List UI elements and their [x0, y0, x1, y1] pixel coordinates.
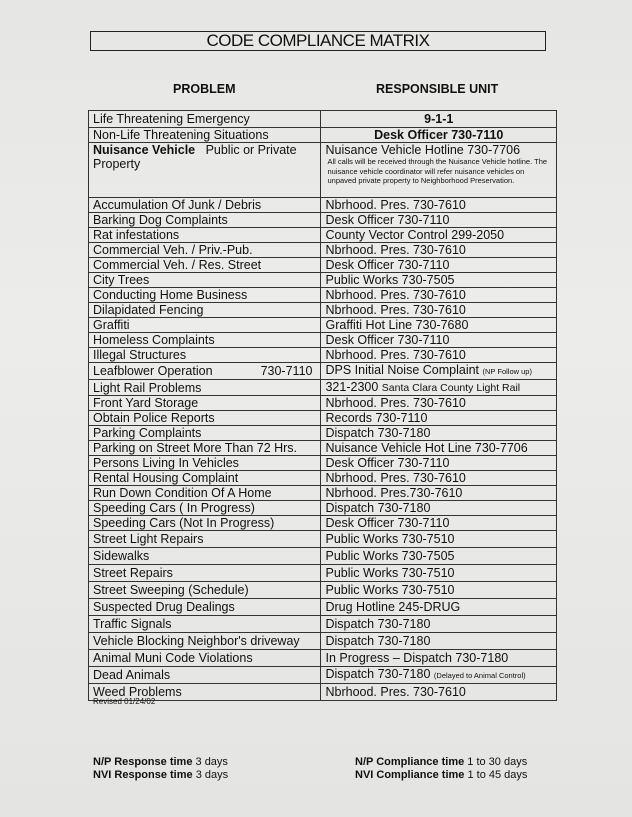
- problem-cell: Illegal Structures: [89, 348, 321, 363]
- nvi-response-label: NVI Response time: [93, 769, 193, 781]
- unit-cell: Desk Officer 730-7110: [321, 128, 557, 143]
- table-row: [89, 243, 557, 258]
- unit-cell: Nuisance Vehicle Hot Line 730-7706: [321, 441, 557, 456]
- unit-cell: Desk Officer 730-7110: [321, 258, 557, 273]
- unit-cell: Records 730-7110: [321, 411, 557, 426]
- table-row: [89, 456, 557, 471]
- problem-cell: Sidewalks: [89, 548, 321, 565]
- unit-cell: Desk Officer 730-7110: [321, 456, 557, 471]
- table-row: [89, 228, 557, 243]
- problem-cell: Run Down Condition Of A Home: [89, 486, 321, 501]
- unit-cell: Drug Hotline 245-DRUG: [321, 599, 557, 616]
- table-row: [89, 531, 557, 548]
- table-row: [89, 213, 557, 228]
- dead-animals-dispatch: Dispatch 730-7180: [325, 667, 431, 681]
- problem-cell: Street Repairs: [89, 565, 321, 582]
- problem-cell: Front Yard Storage: [89, 396, 321, 411]
- light-rail-number: 321-2300: [325, 380, 379, 394]
- unit-cell: Nbrhood. Pres. 730-7610: [321, 348, 557, 363]
- problem-cell: Barking Dog Complaints: [89, 213, 321, 228]
- problem-cell: Homeless Complaints: [89, 333, 321, 348]
- problem-cell: Speeding Cars ( In Progress): [89, 501, 321, 516]
- noise-followup-note: (NP Follow up): [482, 367, 532, 376]
- np-compliance-label: N/P Compliance time: [355, 756, 465, 768]
- unit-cell: Dispatch 730-7180: [321, 633, 557, 650]
- unit-cell: 9-1-1: [321, 111, 557, 128]
- problem-cell: Accumulation Of Junk / Debris: [89, 198, 321, 213]
- problem-cell: [89, 363, 321, 380]
- problem-cell: Graffiti: [89, 318, 321, 333]
- unit-cell: Desk Officer 730-7110: [321, 333, 557, 348]
- table-row: [89, 565, 557, 582]
- unit-cell: Dispatch 730-7180: [321, 426, 557, 441]
- table-row: [89, 548, 557, 565]
- unit-cell: Public Works 730-7510: [321, 582, 557, 599]
- table-row: [89, 380, 557, 396]
- table-row: [89, 363, 557, 380]
- problem-cell: Weed Problems: [89, 684, 321, 701]
- unit-cell: Nbrhood. Pres.730-7610: [321, 486, 557, 501]
- table-row: [89, 441, 557, 456]
- problem-cell: Vehicle Blocking Neighbor's driveway: [89, 633, 321, 650]
- problem-cell: [89, 143, 321, 198]
- unit-cell: [321, 667, 557, 684]
- problem-cell: Commercial Veh. / Res. Street: [89, 258, 321, 273]
- document-title: [90, 31, 546, 51]
- leafblower-number: 730-7110: [260, 364, 313, 378]
- table-row: [89, 486, 557, 501]
- table-row: [89, 684, 557, 701]
- problem-cell: Commercial Veh. / Priv.-Pub.: [89, 243, 321, 258]
- nvi-compliance-line: [355, 769, 527, 782]
- problem-cell: Life Threatening Emergency: [89, 111, 321, 128]
- table-row: [89, 333, 557, 348]
- unit-cell: Nbrhood. Pres. 730-7610: [321, 303, 557, 318]
- table-row: [89, 582, 557, 599]
- table-row: [89, 273, 557, 288]
- nuisance-vehicle-label: Nuisance Vehicle: [93, 143, 196, 157]
- np-response-label: N/P Response time: [93, 756, 193, 768]
- unit-cell: Dispatch 730-7180: [321, 501, 557, 516]
- nuisance-hotline-text: Nuisance Vehicle Hotline 730-7706: [325, 143, 521, 157]
- unit-cell: Nbrhood. Pres. 730-7610: [321, 288, 557, 303]
- nuisance-vehicle-detail: Public or Private Property: [93, 143, 297, 171]
- table-row: [89, 128, 557, 143]
- unit-cell: Nbrhood. Pres. 730-7610: [321, 396, 557, 411]
- unit-cell: Nbrhood. Pres. 730-7610: [321, 471, 557, 486]
- table-row: [89, 616, 557, 633]
- problem-cell: Parking on Street More Than 72 Hrs.: [89, 441, 321, 456]
- unit-cell: Nbrhood. Pres. 730-7610: [321, 243, 557, 258]
- problem-cell: Street Sweeping (Schedule): [89, 582, 321, 599]
- unit-cell: [321, 380, 557, 396]
- problem-cell: Speeding Cars (Not In Progress): [89, 516, 321, 531]
- problem-cell: Rat infestations: [89, 228, 321, 243]
- response-times: [93, 756, 228, 782]
- table-row: [89, 471, 557, 486]
- nvi-compliance-label: NVI Compliance time: [355, 769, 465, 781]
- problem-cell: Conducting Home Business: [89, 288, 321, 303]
- table-row-nuisance-vehicle: [89, 143, 557, 198]
- unit-cell: Public Works 730-7505: [321, 548, 557, 565]
- problem-cell: Parking Complaints: [89, 426, 321, 441]
- nvi-response-value: 3 days: [195, 769, 229, 781]
- table-row: [89, 111, 557, 128]
- problem-column-header: PROBLEM: [173, 82, 236, 96]
- unit-cell: Nbrhood. Pres. 730-7610: [321, 198, 557, 213]
- table-row: [89, 411, 557, 426]
- table-row: [89, 650, 557, 667]
- table-row: [89, 318, 557, 333]
- np-response-line: [93, 756, 228, 769]
- light-rail-agency: Santa Clara County Light Rail: [381, 382, 521, 394]
- nvi-compliance-value: 1 to 45 days: [467, 769, 528, 781]
- compliance-times: [355, 756, 527, 782]
- problem-cell: Street Light Repairs: [89, 531, 321, 548]
- leafblower-label: Leafblower Operation: [93, 364, 213, 378]
- noise-complaint-text: DPS Initial Noise Complaint: [325, 363, 480, 377]
- table-row: [89, 258, 557, 273]
- unit-cell: In Progress – Dispatch 730-7180: [321, 650, 557, 667]
- revised-date: Revised 01/24/02: [93, 697, 156, 706]
- unit-cell: Dispatch 730-7180: [321, 616, 557, 633]
- unit-cell: [321, 363, 557, 380]
- table-row: [89, 599, 557, 616]
- problem-cell: Light Rail Problems: [89, 380, 321, 396]
- np-compliance-line: [355, 756, 527, 769]
- problem-cell: Dead Animals: [89, 667, 321, 684]
- problem-cell: Traffic Signals: [89, 616, 321, 633]
- table-row: [89, 633, 557, 650]
- table-row: [89, 198, 557, 213]
- table-row: [89, 501, 557, 516]
- problem-cell: Suspected Drug Dealings: [89, 599, 321, 616]
- unit-cell: County Vector Control 299-2050: [321, 228, 557, 243]
- problem-cell: Non-Life Threatening Situations: [89, 128, 321, 143]
- unit-cell: Desk Officer 730-7110: [321, 516, 557, 531]
- nvi-response-line: [93, 769, 228, 782]
- problem-cell: Persons Living In Vehicles: [89, 456, 321, 471]
- problem-cell: Obtain Police Reports: [89, 411, 321, 426]
- responsible-unit-column-header: RESPONSIBLE UNIT: [376, 82, 499, 96]
- unit-cell: Public Works 730-7505: [321, 273, 557, 288]
- table-row: [89, 288, 557, 303]
- problem-cell: City Trees: [89, 273, 321, 288]
- unit-cell: Public Works 730-7510: [321, 531, 557, 548]
- problem-cell: Dilapidated Fencing: [89, 303, 321, 318]
- table-row: [89, 396, 557, 411]
- unit-cell: Nbrhood. Pres. 730-7610: [321, 684, 557, 701]
- unit-cell: Public Works 730-7510: [321, 565, 557, 582]
- document-title-text: CODE COMPLIANCE MATRIX: [206, 31, 430, 50]
- problem-cell: Rental Housing Complaint: [89, 471, 321, 486]
- table-row: [89, 516, 557, 531]
- unit-cell: [321, 143, 557, 198]
- nuisance-hotline-note: All calls will be received through the Nuisance Vehicle hotline. The nuisance vehicle coordinator will refer nuisance vehicles on unpaved private property to Neighborhood Preservation.: [327, 157, 548, 185]
- table-row: [89, 303, 557, 318]
- table-row: [89, 426, 557, 441]
- table-row: [89, 667, 557, 684]
- np-compliance-value: 1 to 30 days: [467, 756, 528, 768]
- table-row: [89, 348, 557, 363]
- unit-cell: Graffiti Hot Line 730-7680: [321, 318, 557, 333]
- compliance-matrix-table: [88, 110, 557, 701]
- dead-animals-note: (Delayed to Animal Control): [433, 671, 526, 680]
- unit-cell: Desk Officer 730-7110: [321, 213, 557, 228]
- problem-cell: Animal Muni Code Violations: [89, 650, 321, 667]
- np-response-value: 3 days: [195, 756, 228, 768]
